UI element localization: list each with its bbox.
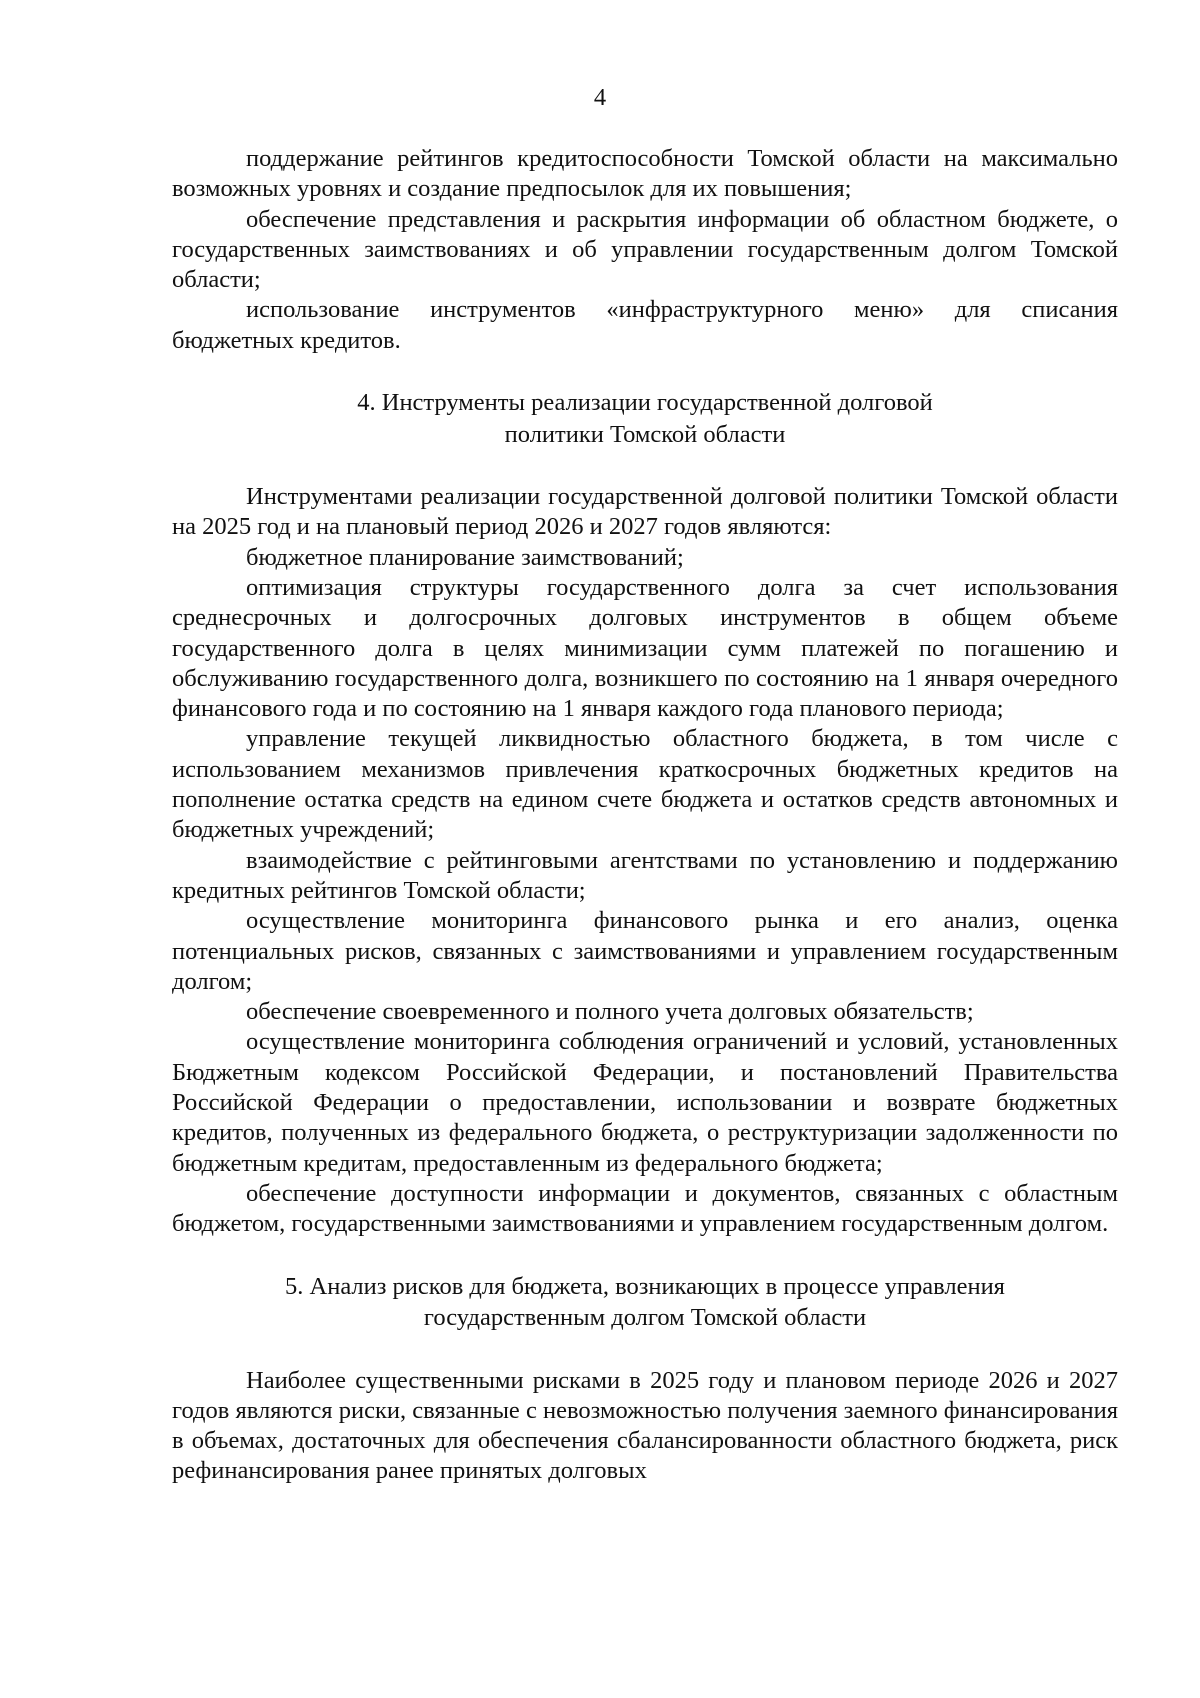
paragraph: поддержание рейтингов кредитоспособности Томской области на максимально возможных уровнях и создание предпосылок для их повышения; bbox=[172, 145, 1118, 203]
paragraph: использование инструментов «инфраструктурного меню» для списания бюджетных кредитов. bbox=[172, 296, 1118, 354]
section-5-body bbox=[172, 1366, 1118, 1487]
paragraph: осуществление мониторинга финансового рынка и его анализ, оценка потенциальных рисков, связанных с заимствованиями и управлением государственным долгом; bbox=[172, 907, 1118, 995]
heading-line: 5. Анализ рисков для бюджета, возникающих в процессе управления bbox=[285, 1272, 1005, 1300]
paragraph: обеспечение представления и раскрытия информации об областном бюджете, о государственных заимствованиях и об управлении государственным долгом Томской области; bbox=[172, 205, 1118, 294]
page-number: 4 bbox=[593, 84, 607, 111]
paragraph: осуществление мониторинга соблюдения ограничений и условий, установленных Бюджетным кодексом Российской Федерации, и постановлений Правительства Российской Федерации о предоставлении, использовании и возврате бюджетных кредитов, полученных из федерального бюджета, о реструктуризации задолженности по бюджетным кредитам, предоставленным из федерального бюджета; bbox=[172, 1028, 1118, 1177]
section-5-heading bbox=[172, 1271, 1118, 1334]
paragraph: бюджетное планирование заимствований; bbox=[246, 543, 684, 571]
paragraph: Инструментами реализации государственной долговой политики Томской области на 2025 год и на плановый период 2026 и 2027 годов являются: bbox=[172, 483, 1118, 541]
paragraph: оптимизация структуры государственного долга за счет использования среднесрочных и долгосрочных долговых инструментов в общем объеме государственного долга в целях минимизации сумм платежей по погашению и обслуживанию государственного долга, возникшего по состоянию на 1 января очередного финансового года и по состоянию на 1 января каждого года планового периода; bbox=[172, 573, 1118, 723]
section-4-heading bbox=[172, 387, 1118, 450]
paragraph: взаимодействие с рейтинговыми агентствами по установлению и поддержанию кредитных рейтингов Томской области; bbox=[172, 846, 1118, 904]
paragraph: управление текущей ликвидностью областного бюджета, в том числе с использованием механизмов привлечения краткосрочных бюджетных кредитов на пополнение остатка средств на едином счете бюджета и остатков средств автономных и бюджетных учреждений; bbox=[172, 725, 1118, 844]
paragraph: обеспечение своевременного и полного учета долговых обязательств; bbox=[246, 998, 974, 1026]
heading-line: политики Томской области bbox=[504, 420, 786, 448]
heading-line: государственным долгом Томской области bbox=[423, 1304, 867, 1331]
paragraph: Наиболее существенными рисками в 2025 году и плановом периоде 2026 и 2027 годов являются риски, связанные с невозможностью получения заемного финансирования в объемах, достаточных для обеспечения сбалансированности областного бюджета, риск рефинансирования ранее принятых долговых bbox=[172, 1366, 1118, 1485]
heading-line: 4. Инструменты реализации государственной долговой bbox=[357, 389, 933, 417]
section-4-body bbox=[172, 482, 1118, 1239]
paragraph: обеспечение доступности информации и документов, связанных с областным бюджетом, государственными заимствованиями и управлением государственным долгом. bbox=[172, 1179, 1118, 1238]
document-body bbox=[172, 144, 1118, 1487]
